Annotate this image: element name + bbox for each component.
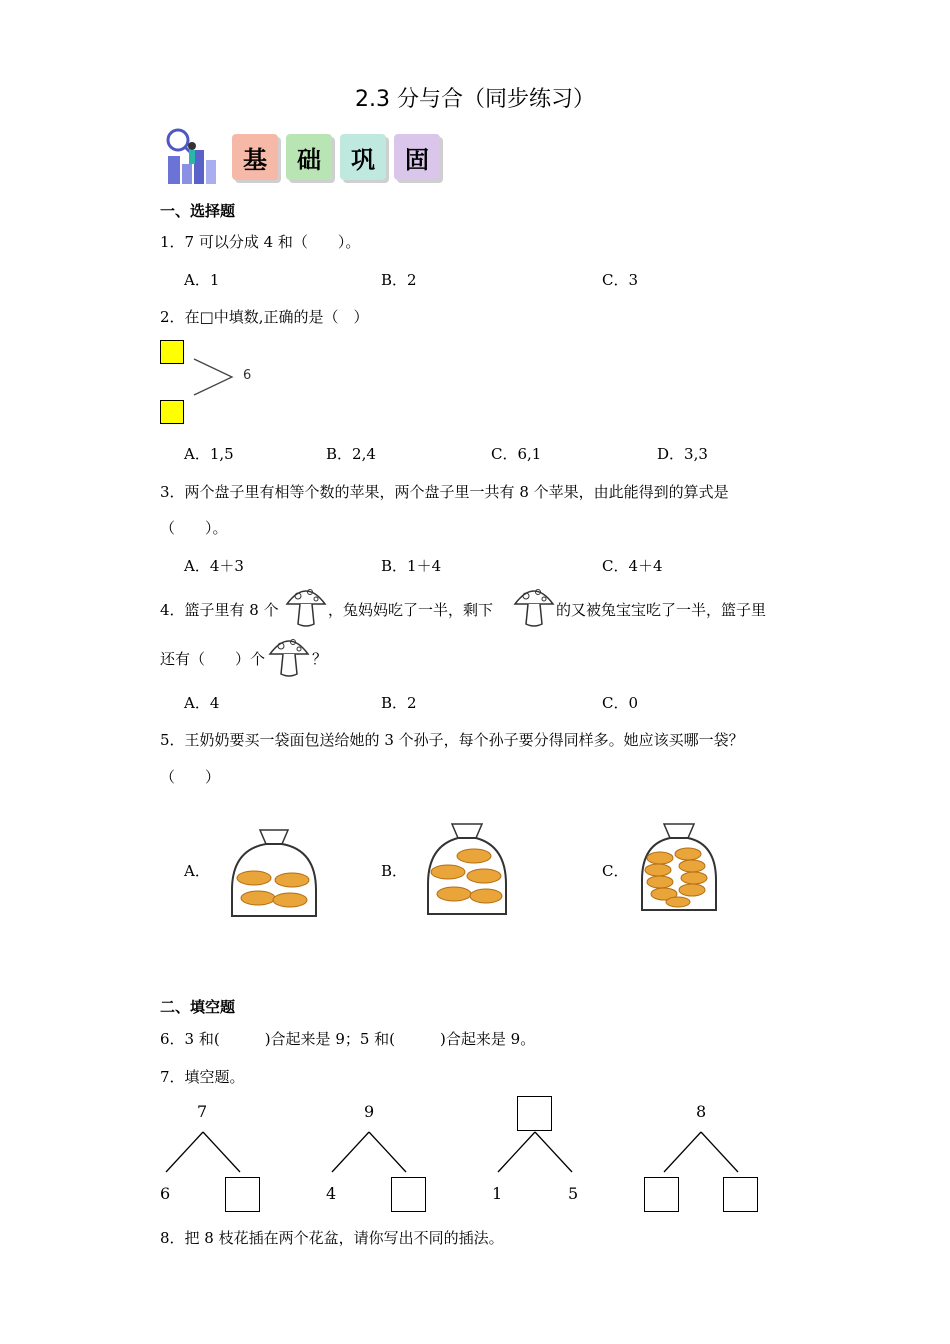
tree4-right-box[interactable]	[723, 1177, 758, 1212]
tree3-left-number: 1	[492, 1184, 503, 1203]
tree1-lines	[160, 1128, 250, 1178]
q2-split-lines	[190, 355, 238, 400]
banner-illustration	[160, 126, 222, 188]
section-choice-heading: 一、选择题	[160, 202, 236, 220]
banner-badge-3: 巩	[340, 134, 386, 180]
q4-option-b[interactable]: B．2	[381, 694, 417, 712]
bread-bag-b[interactable]	[424, 818, 510, 924]
q4-text-part2: ，兔妈妈吃了一半，剩下	[328, 601, 494, 619]
section-fill-heading: 二、填空题	[160, 998, 236, 1016]
tree1-top-number: 7	[197, 1102, 208, 1121]
q5-option-a[interactable]: A．	[184, 862, 210, 880]
q2-option-a[interactable]: A．1,5	[184, 445, 234, 463]
mushroom-icon	[512, 582, 556, 634]
q3-option-b[interactable]: B．1＋4	[381, 557, 442, 575]
banner-badge-1: 基	[232, 134, 278, 180]
bread-bag-c[interactable]	[638, 818, 720, 920]
q2-blank-box-top[interactable]	[160, 340, 184, 364]
q1-option-c[interactable]: C．3	[602, 271, 639, 289]
tree3-top-box[interactable]	[517, 1096, 552, 1131]
q5-option-b[interactable]: B．	[381, 862, 408, 880]
q4-text-part4: 还有（ ）个	[160, 650, 266, 668]
q1-option-b[interactable]: B．2	[381, 271, 417, 289]
tree4-lines	[658, 1128, 748, 1178]
q3-option-c[interactable]: C．4＋4	[602, 557, 663, 575]
tree1-right-box[interactable]	[225, 1177, 260, 1212]
q2-figure-number: 6	[243, 368, 252, 383]
q1-option-a[interactable]: A．1	[184, 271, 220, 289]
q4-text-part1: 4．篮子里有 8 个	[160, 601, 279, 619]
q2-option-b[interactable]: B．2,4	[326, 445, 376, 463]
q3-text-line2: （ ）。	[160, 519, 228, 537]
q3-text-line1: 3．两个盘子里有相等个数的苹果，两个盘子里一共有 8 个苹果，由此能得到的算式是	[160, 483, 729, 501]
banner-badge-4: 固	[394, 134, 440, 180]
bread-bag-a[interactable]	[228, 820, 320, 926]
q4-text-part5: ？	[312, 650, 328, 668]
mushroom-icon	[267, 632, 311, 684]
q8-text: 8．把 8 枝花插在两个花盆，请你写出不同的插法。	[160, 1229, 504, 1247]
q3-option-a[interactable]: A．4＋3	[184, 557, 244, 575]
tree3-right-number: 5	[568, 1184, 579, 1203]
tree2-lines	[326, 1128, 416, 1178]
q4-option-c[interactable]: C．0	[602, 694, 639, 712]
tree2-right-box[interactable]	[391, 1177, 426, 1212]
q2-text: 2．在□中填数,正确的是（ ）	[160, 308, 369, 326]
q2-option-d[interactable]: D．3,3	[657, 445, 708, 463]
mushroom-icon	[284, 582, 328, 634]
q2-blank-box-bottom[interactable]	[160, 400, 184, 424]
tree4-left-box[interactable]	[644, 1177, 679, 1212]
q5-option-c[interactable]: C．	[602, 862, 629, 880]
q5-text-line1: 5．王奶奶要买一袋面包送给她的 3 个孙子，每个孙子要分得同样多。她应该买哪一袋？	[160, 731, 744, 749]
q2-option-c[interactable]: C．6,1	[491, 445, 542, 463]
tree4-top-number: 8	[696, 1102, 707, 1121]
q7-text: 7．填空题。	[160, 1068, 245, 1086]
q4-option-a[interactable]: A．4	[184, 694, 220, 712]
q5-text-line2: （ ）	[160, 768, 221, 786]
tree3-lines	[492, 1128, 582, 1178]
tree2-left-number: 4	[326, 1184, 337, 1203]
tree1-left-number: 6	[160, 1184, 171, 1203]
tree2-top-number: 9	[364, 1102, 375, 1121]
q4-text-part3: 的又被兔宝宝吃了一半，篮子里	[556, 601, 767, 619]
q6-text: 6．3 和( )合起来是 9；5 和( )合起来是 9。	[160, 1030, 536, 1048]
banner-badge-2: 础	[286, 134, 332, 180]
q1-text: 1．7 可以分成 4 和（ ）。	[160, 233, 361, 251]
page-title: 2.3 分与合（同步练习）	[355, 87, 595, 112]
